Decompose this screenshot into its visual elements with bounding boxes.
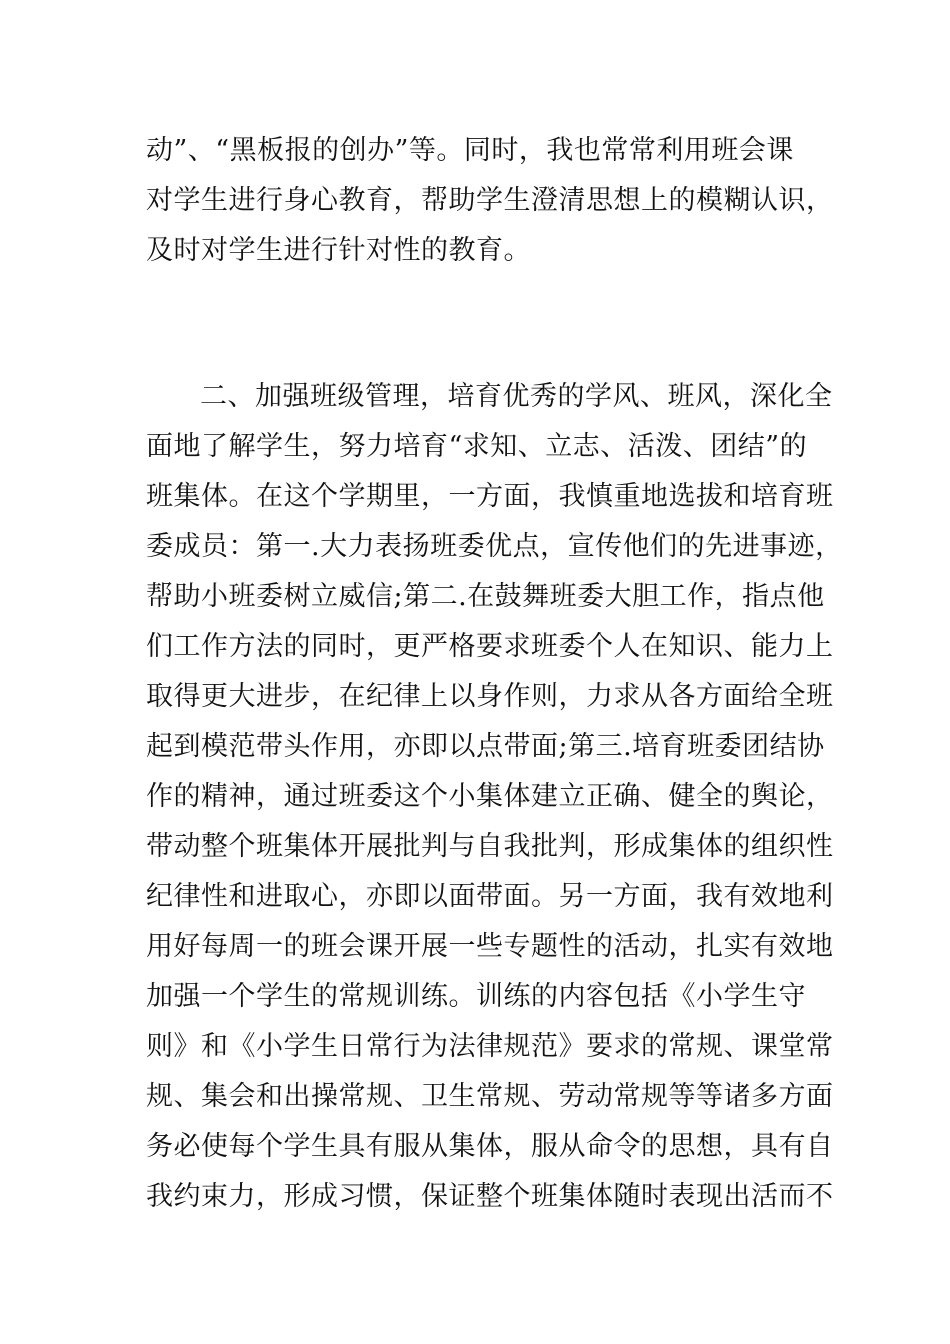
text-line: 带动整个班集体开展批判与自我批判，形成集体的组织性 (146, 831, 834, 862)
text-line: 二、加强班级管理，培育优秀的学风、班风，深化全 (200, 381, 833, 412)
paragraph-2 (146, 372, 843, 1222)
text-line: 动”、“黑板报的创办”等。同时，我也常常利用班会课 (146, 135, 794, 166)
text-line: 取得更大进步，在纪律上以身作则，力求从各方面给全班 (146, 681, 834, 712)
text-line: 帮助小班委树立威信;第二.在鼓舞班委大胆工作，指点他 (146, 581, 825, 612)
text-line: 对学生进行身心教育，帮助学生澄清思想上的模糊认识， (146, 185, 834, 216)
text-line: 们工作方法的同时，更严格要求班委个人在知识、能力上 (146, 631, 834, 662)
text-line: 我约束力，形成习惯，保证整个班集体随时表现出活而不 (146, 1181, 834, 1212)
text-line: 委成员：第一.大力表扬班委优点，宣传他们的先进事迹， (146, 531, 843, 562)
paragraph-1 (146, 126, 834, 276)
text-line: 务必使每个学生具有服从集体，服从命令的思想，具有自 (146, 1131, 834, 1162)
text-line: 规、集会和出操常规、卫生常规、劳动常规等等诸多方面 (146, 1081, 834, 1112)
text-line: 面地了解学生，努力培育“求知、立志、活泼、团结”的 (146, 431, 808, 462)
text-line: 作的精神，通过班委这个小集体建立正确、健全的舆论， (146, 781, 834, 812)
text-line: 加强一个学生的常规训练。训练的内容包括《小学生守 (146, 981, 806, 1012)
text-line: 及时对学生进行针对性的教育。 (146, 235, 531, 266)
text-line: 起到模范带头作用，亦即以点带面;第三.培育班委团结协 (146, 731, 825, 762)
text-line: 则》和《小学生日常行为法律规范》要求的常规、课堂常 (146, 1031, 834, 1062)
text-line: 纪律性和进取心，亦即以面带面。另一方面，我有效地利 (146, 881, 834, 912)
text-line: 用好每周一的班会课开展一些专题性的活动，扎实有效地 (146, 931, 834, 962)
text-line: 班集体。在这个学期里，一方面，我慎重地选拔和培育班 (146, 481, 834, 512)
